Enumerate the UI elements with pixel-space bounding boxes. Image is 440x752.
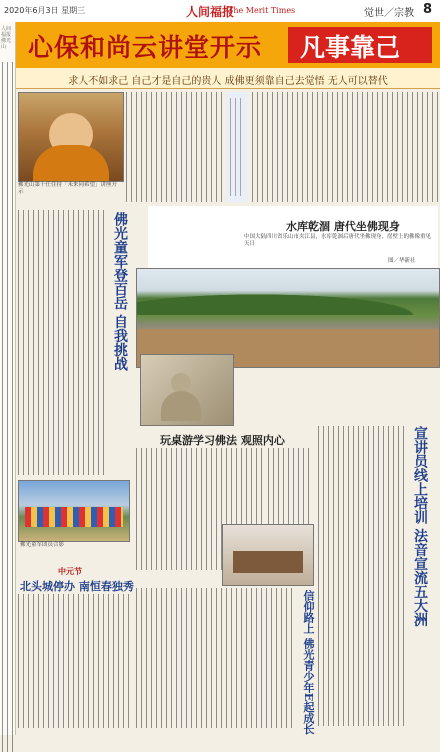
masthead: [0, 0, 440, 23]
subheadline: 求人不如求己 自己才是自己的贵人 成佛更须靠自己去觉悟 无人可以替代: [68, 76, 388, 87]
scout-group-photo: [18, 480, 130, 542]
statue-head-shape: [171, 373, 191, 393]
scene-title: 水库乾涸 唐代坐佛现身: [286, 220, 400, 233]
festival-label: 中元节: [58, 566, 82, 576]
youth-article-title: 信仰路上 佛光青少年E起成长: [302, 590, 315, 735]
hillside-trees-shape: [137, 291, 439, 315]
main-headline: 心保和尚云讲堂开示: [28, 33, 263, 62]
board-game-title: 玩桌游学习佛法 观照内心: [160, 434, 285, 447]
monk-photo: [18, 92, 124, 182]
festival-story-text: [18, 594, 130, 728]
headline-banner: [16, 22, 440, 68]
sidebar-text: 人间福报 佛光山: [1, 26, 12, 50]
lead-article-text-a: [126, 92, 222, 202]
quote-text: [230, 98, 244, 196]
scene-caption: 中国大陆四川省乐山市夹江县，水库乾涸后唐代坐佛现身，崖壁上的佛像重见天日: [244, 234, 432, 247]
board-game-text-b: [268, 448, 312, 528]
table-shape: [233, 551, 303, 573]
scene-header: [148, 206, 438, 268]
newspaper-logo-english: The Merit Times: [228, 6, 296, 15]
issue-date: 2020年6月3日 星期三: [4, 6, 86, 15]
scout-story-title: 佛光童军登百岳 自我挑战: [112, 212, 128, 371]
left-sidebar: [0, 22, 16, 735]
page-number: 8: [423, 2, 433, 17]
festival-story-title: 北头城停办 南恒春独秀: [20, 580, 134, 593]
headline-highlight: 凡事靠己: [300, 33, 401, 62]
reservoir-photo: [136, 268, 440, 368]
board-game-photo: [222, 524, 314, 586]
sidebar-column: [2, 62, 13, 752]
subheadline-bar: [16, 68, 440, 89]
lead-article-text-b: [252, 92, 438, 202]
crowd-shape: [25, 507, 123, 527]
scout-photo-caption: 佛光童军团员合影: [20, 542, 65, 548]
lecture-training-text: [318, 426, 408, 726]
newspaper-logo: 人间福报: [186, 5, 235, 19]
monk-photo-caption: 佛光山第十任住持「未来同希望」讲座开示: [18, 182, 118, 195]
statue-body-shape: [161, 391, 201, 421]
youth-article-text: [136, 588, 296, 728]
scout-story-text: [18, 210, 106, 475]
scene-credit: 图／华新社: [388, 258, 416, 264]
monk-robe-shape: [33, 145, 109, 182]
section-name: 觉世／宗教: [364, 8, 414, 19]
lecture-training-title: 宣讲员线上培训 法音宣流五大洲: [412, 426, 428, 627]
quote-box: [226, 92, 248, 202]
buddha-statue-inset-photo: [140, 354, 234, 426]
